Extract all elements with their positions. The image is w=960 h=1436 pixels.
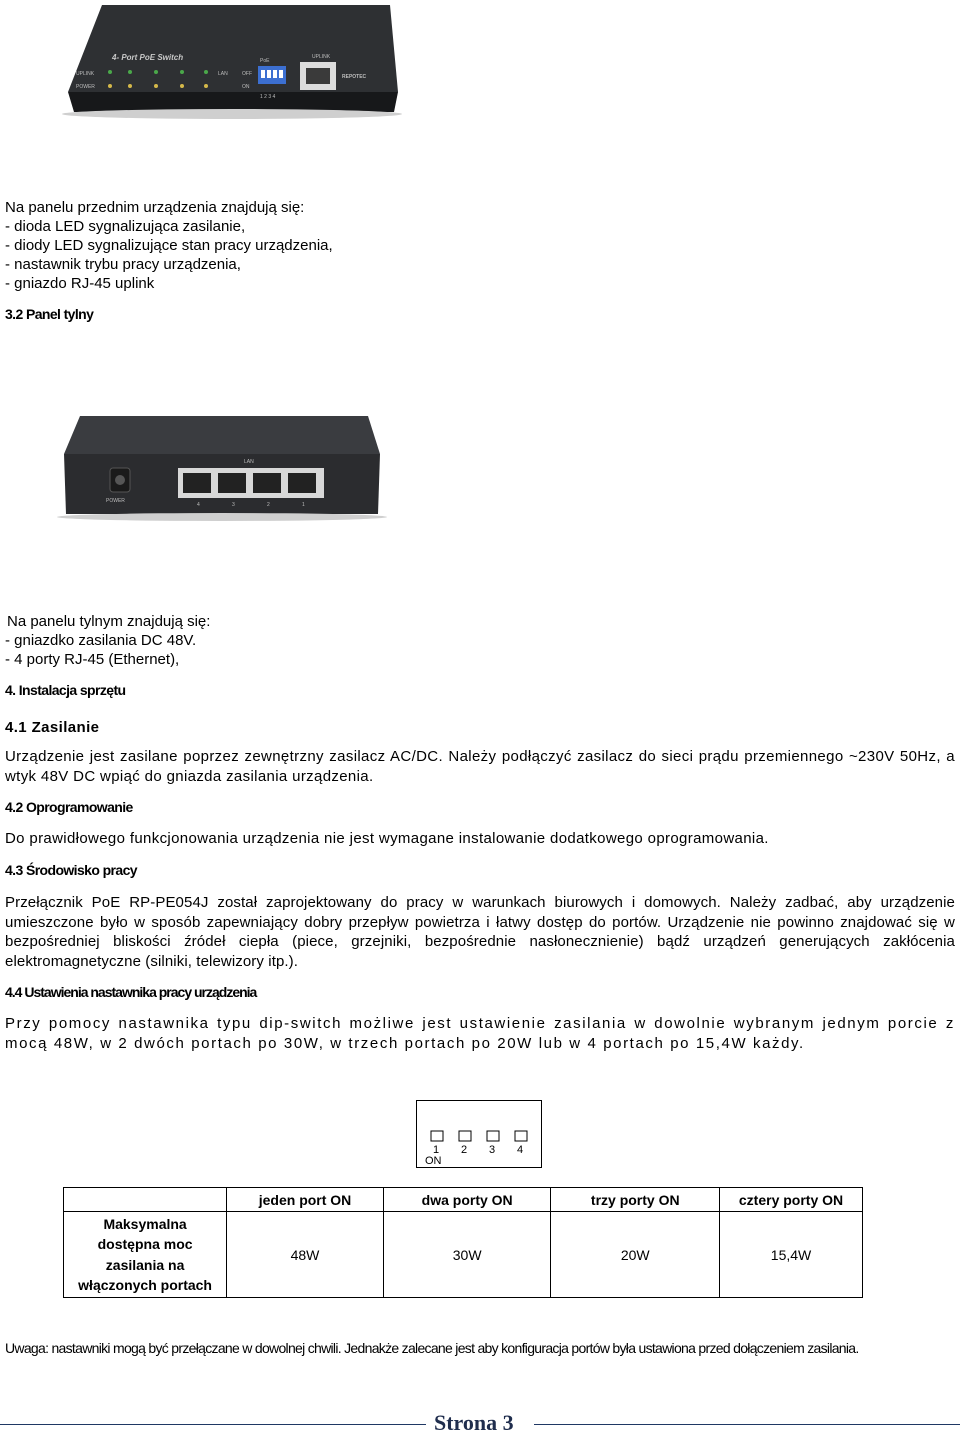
front-label-uplink: UPLINK	[76, 71, 95, 77]
back-label-lan: LAN	[244, 459, 254, 465]
front-label-power: POWER	[76, 84, 95, 90]
back-label-port: 3	[232, 502, 235, 508]
row-label-line: dostępna moc	[97, 1236, 193, 1252]
table-row-label	[64, 1212, 227, 1298]
paragraph-4-3: Przełącznik PoE RP-PE054J został zaprojektowany do pracy w warunkach biurowych i domowych. Należy zadbać, aby urządzenie umieszczone było w sposób zapewniający dobry przepływ powietrza i łatwy dostęp do portów. Urządzenie nie powinno znajdować się w bezpośredniej bliskości źródeł ciepła (piece, grzejniki, bezpośrednie nasłonecznienie) bądź urządzeń generujących zakłócenia elektromagnetyczne (silniki, telewizory itp.).	[5, 894, 955, 970]
row-label-line: zasilania na	[105, 1256, 185, 1273]
switch-front-illustration	[60, 0, 405, 120]
paragraph-4-4: Przy pomocy nastawnika typu dip-switch możliwe jest ustawienie zasilania w dowolnie wybranym jednym porcie z mocą 48W, w 2 dwóch portach po 30W, w trzech portach po 20W lub w 4 portach po 15,4W każdy.	[5, 1015, 955, 1052]
back-panel-item: - gniazdko zasilania DC 48V.	[5, 632, 197, 649]
front-panel-item: - nastawnik trybu pracy urządzenia,	[5, 256, 241, 273]
dip-number: 3	[489, 1144, 496, 1156]
dip-number: 1	[433, 1144, 440, 1156]
section-heading-4-1: 4.1 Zasilanie	[5, 719, 100, 736]
section-heading-4-2: 4.2 Oprogramowanie	[5, 799, 133, 815]
back-panel-item: - 4 porty RJ-45 (Ethernet),	[5, 651, 180, 668]
front-panel-intro: Na panelu przednim urządzenia znajdują się:	[5, 199, 305, 216]
table-value-cell: 15,4W	[720, 1212, 863, 1298]
dip-number: 2	[461, 1144, 468, 1156]
table-value-cell: 48W	[227, 1212, 384, 1298]
front-label-lan: LAN	[218, 71, 228, 77]
page-number: Strona 3	[434, 1410, 514, 1435]
section-heading-3-2: 3.2 Panel tylny	[5, 306, 94, 322]
front-label-poe: PoE	[260, 58, 270, 64]
footer-line-right	[534, 1424, 960, 1425]
section-heading-4-3: 4.3 Środowisko pracy	[5, 862, 137, 878]
front-panel-item: - gniazdo RJ-45 uplink	[5, 275, 155, 292]
back-panel-image	[50, 410, 390, 525]
front-panel-image	[60, 0, 405, 120]
paragraph-4-2: Do prawidłowego funkcjonowania urządzenia nie jest wymagane instalowanie dodatkowego oprogramowania.	[5, 830, 769, 847]
note-text: Uwaga: nastawniki mogą być przełączane w dowolnej chwili. Jednakże zalecane jest aby konfiguracja portów była ustawiona przed dołączeniem zasilania.	[5, 1340, 859, 1356]
dip-number: 4	[517, 1144, 524, 1156]
back-label-port: 4	[197, 502, 200, 508]
front-label-uplink-port: UPLINK	[312, 54, 331, 60]
table-value-cell: 30W	[383, 1212, 551, 1298]
front-panel-item: - dioda LED sygnalizująca zasilanie,	[5, 218, 246, 235]
section-heading-4-4: 4.4 Ustawienia nastawnika pracy urządzenia	[5, 984, 257, 1000]
front-label-brand: REPOTEC	[342, 74, 367, 80]
front-label-off: OFF	[242, 71, 252, 77]
table-value-cell: 20W	[551, 1212, 720, 1298]
table-header-cell: cztery porty ON	[720, 1188, 863, 1212]
dip-on-label: ON	[425, 1155, 442, 1167]
back-label-port: 2	[267, 502, 270, 508]
section-heading-4: 4. Instalacja sprzętu	[5, 682, 126, 698]
footer-line-left	[0, 1424, 426, 1425]
row-label-line: Maksymalna	[103, 1215, 187, 1232]
front-title: 4- Port PoE Switch	[112, 53, 184, 62]
front-panel-item: - diody LED sygnalizujące stan pracy urządzenia,	[5, 237, 333, 254]
power-table	[63, 1187, 863, 1298]
table-header-cell: trzy porty ON	[551, 1188, 720, 1212]
table-header-cell: jeden port ON	[227, 1188, 384, 1212]
dip-switch-diagram	[416, 1100, 542, 1168]
front-label-dip-numbers: 1 2 3 4	[260, 94, 276, 100]
table-corner-cell	[64, 1188, 227, 1212]
paragraph-4-1: Urządzenie jest zasilane poprzez zewnętrzny zasilacz AC/DC. Należy podłączyć zasilacz do sieci prądu przemiennego ~230V 50Hz, a wtyk 48V DC wpiąć do gniazda zasilania urządzenia.	[5, 748, 955, 785]
table-header-cell: dwa porty ON	[383, 1188, 551, 1212]
front-label-on: ON	[242, 84, 250, 90]
dip-switch-illustration	[417, 1101, 541, 1167]
row-label-line: włączonych portach	[78, 1277, 212, 1293]
back-label-port: 1	[302, 502, 305, 508]
switch-back-illustration	[50, 410, 390, 525]
back-panel-intro: Na panelu tylnym znajdują się:	[7, 613, 211, 630]
back-label-power: POWER	[106, 498, 125, 504]
